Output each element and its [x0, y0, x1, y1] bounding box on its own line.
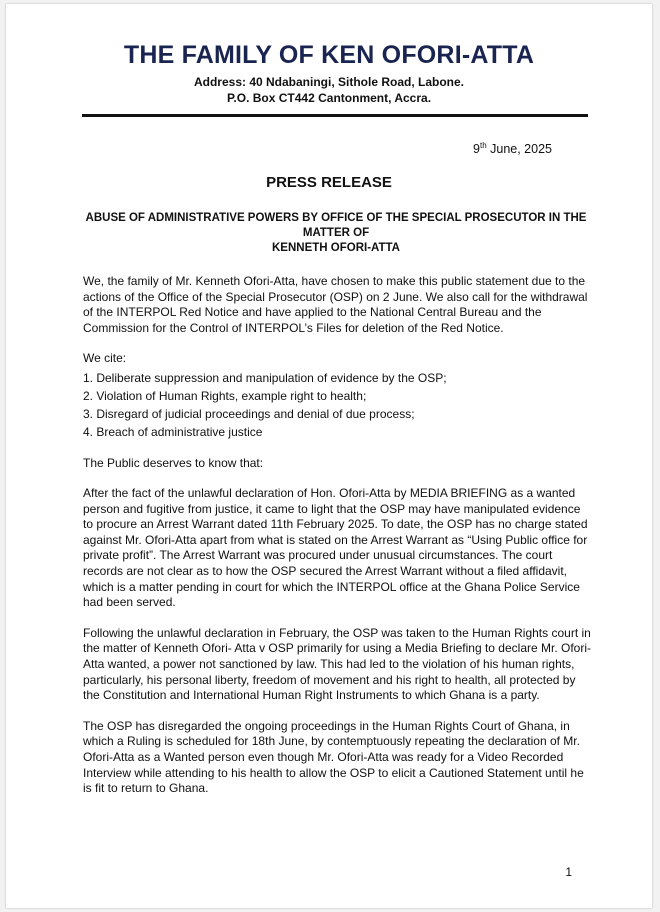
list-item: 2. Violation of Human Rights, example right to health; [83, 388, 367, 403]
list-item: 4. Breach of administrative justice [83, 424, 263, 439]
paragraph-2: Following the unlawful declaration in February, the OSP was taken to the Human Rights court in the matter of Kenneth Ofori- Atta v OSP primarily for using a Media Briefing to declare Mr. Ofori-Atta wanted, a power not sanctioned by law. This had led to the violation of his human rights, particularly, his personal liberty, freedom of movement and his right to health, all protected by the Constitution and International Human Right Instruments to which Ghana is a party. [83, 625, 591, 703]
release-date [473, 141, 552, 156]
letterhead-title: THE FAMILY OF KEN OFORI-ATTA [123, 41, 535, 69]
date-rest: June, 2025 [486, 142, 552, 157]
document-page [6, 4, 652, 908]
release-body [83, 274, 593, 812]
subheading-line-1: ABUSE OF ADMINISTRATIVE POWERS BY OFFICE OF THE SPECIAL PROSECUTOR IN THE MATTER OF [85, 212, 587, 239]
subheading-line-2: KENNETH OFORI-ATTA [272, 242, 400, 254]
we-cite-label: We cite: [83, 351, 127, 366]
paragraph-1: After the fact of the unlawful declaration of Hon. Ofori-Atta by MEDIA BRIEFING as a wanted person and fugitive from justice, it came to light that the OSP may have manipulated evidence to procure an Arrest Warrant dated 11th February 2025. To date, the OSP has no charge stated against Mr. Ofori-Atta apart from what is stated on the Arrest Warrant as “Using Public office for private profit”. The Arrest Warrant was procured under unusual circumstances. The court records are not clear as to how the OSP secured the Arrest Warrant without a filed affidavit, which is a matter pending in court for which the INTERPOL office at the Ghana Police Service had been served. [83, 486, 588, 610]
date-day: 9 [473, 142, 480, 157]
paragraph-3: The OSP has disregarded the ongoing proceedings in the Human Rights Court of Ghana, in which a Ruling is scheduled for 18th June, by contemptuously repeating the declaration of Mr. Ofori-Atta as a Wanted person even though Mr. Ofori-Atta was ready for a Video Recorded Interview while attending to his health to allow the OSP to elicit a Cautioned Statement until he is fit to return to Ghana. [83, 718, 584, 796]
address-line-2: P.O. Box CT442 Cantonment, Accra. [226, 91, 432, 105]
page-number: 1 [565, 865, 572, 879]
citation-list [83, 371, 593, 441]
page-title: PRESS RELEASE [266, 174, 392, 191]
intro-paragraph: We, the family of Mr. Kenneth Ofori-Atta, have chosen to make this public statement due to the actions of the Office of the Special Prosecutor (OSP) on 2 June. We also call for the withdrawal of the INTERPOL Red Notice and have applied to the National Central Bureau and the Commission for the Control of INTERPOL’s Files for deletion of the Red Notice. [83, 274, 588, 335]
header-divider [82, 114, 588, 117]
list-item: 1. Deliberate suppression and manipulation of evidence by the OSP; [83, 370, 447, 385]
public-paragraph: The Public deserves to know that: [83, 455, 264, 470]
subheading [76, 211, 596, 256]
address-line-1: Address: 40 Ndabaningi, Sithole Road, Labone. [193, 75, 465, 89]
date-suffix: th [479, 141, 487, 150]
list-item: 3. Disregard of judicial proceedings and denial of due process; [83, 406, 415, 421]
